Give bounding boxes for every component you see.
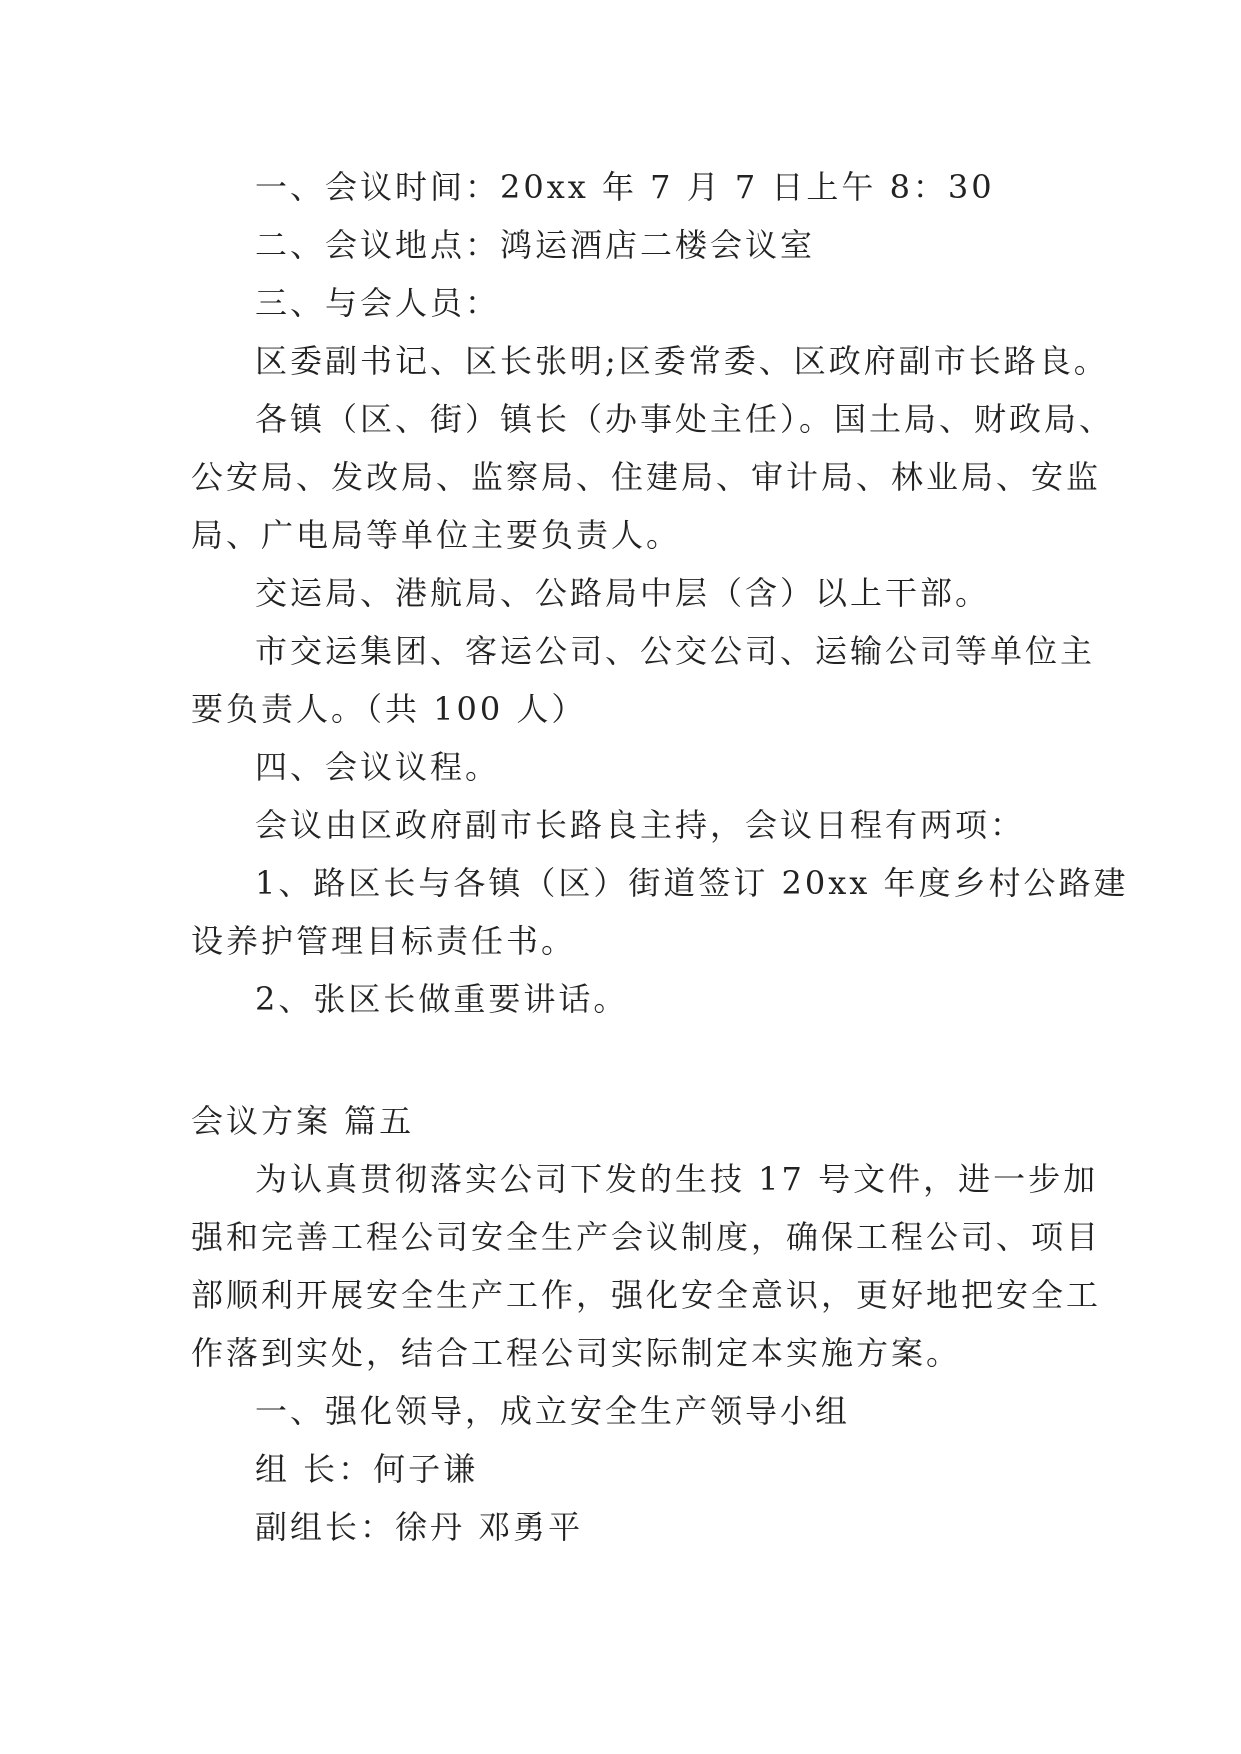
agenda-intro-line: 会议由区政府副市长路良主持，会议日程有两项： xyxy=(255,806,1026,844)
leadership-heading: 一、强化领导，成立安全生产领导小组 xyxy=(255,1392,851,1430)
text-line: 部顺利开展安全生产工作，强化安全意识，更好地把安全工 xyxy=(191,1276,1102,1314)
meeting-time-line: 一、会议时间：20xx 年 7 月 7 日上午 8：30 xyxy=(255,168,995,206)
text-line: 局、广电局等单位主要负责人。 xyxy=(191,516,682,554)
attendees-leaders-line: 区委副书记、区长张明;区委常委、区政府副市长路良。 xyxy=(255,342,1109,380)
text-line: 各镇（区、街）镇长（办事处主任）。国土局、财政局、 xyxy=(255,400,1115,438)
agenda-item-2: 2、张区长做重要讲话。 xyxy=(255,980,629,1018)
agenda-item-1 xyxy=(191,854,1129,970)
text-line: 设养护管理目标责任书。 xyxy=(191,922,577,960)
group-leader-line: 组 长：何子谦 xyxy=(255,1450,479,1488)
meeting-location-line: 二、会议地点：鸿运酒店二楼会议室 xyxy=(255,226,816,264)
attendees-transport-line: 交运局、港航局、公路局中层（含）以上干部。 xyxy=(255,574,991,612)
section-gap xyxy=(191,1028,1051,1092)
text-line: 公安局、发改局、监察局、住建局、审计局、林业局、安监 xyxy=(191,458,1102,496)
section-heading: 会议方案 篇五 xyxy=(191,1102,415,1140)
agenda-heading: 四、会议议程。 xyxy=(255,748,501,786)
text-line: 市交运集团、客运公司、公交公司、运输公司等单位主 xyxy=(255,632,1096,670)
intro-paragraph xyxy=(191,1150,1102,1382)
text-line: 1、路区长与各镇（区）街道签订 20xx 年度乡村公路建 xyxy=(255,864,1129,902)
text-line: 要负责人。（共 100 人） xyxy=(191,690,587,728)
text-line: 作落到实处，结合工程公司实际制定本实施方案。 xyxy=(191,1334,962,1372)
deputy-leader-line: 副组长：徐丹 邓勇平 xyxy=(255,1508,584,1546)
document-body xyxy=(191,158,1129,1556)
text-line: 强和完善工程公司安全生产会议制度，确保工程公司、项目 xyxy=(191,1218,1102,1256)
attendees-towns-paragraph xyxy=(191,390,1115,564)
attendees-heading: 三、与会人员： xyxy=(255,284,501,322)
text-line: 为认真贯彻落实公司下发的生技 17 号文件，进一步加 xyxy=(255,1160,1099,1198)
attendees-city-paragraph xyxy=(191,622,1096,738)
